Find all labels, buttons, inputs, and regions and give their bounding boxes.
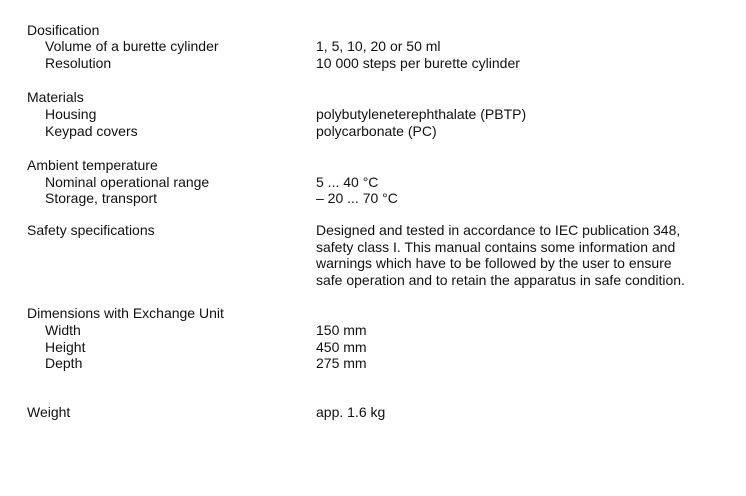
- keypad-row: [0, 123, 746, 140]
- housing-value: polybutyleneterephthalate (PBTP): [316, 106, 527, 122]
- nominal-range-row: [0, 174, 746, 191]
- safety-line: Designed and tested in accordance to IEC publication 348,: [316, 222, 681, 238]
- volume-label: Volume of a burette cylinder: [45, 38, 219, 54]
- volume-value: 1, 5, 10, 20 or 50 ml: [316, 38, 441, 54]
- housing-label: Housing: [45, 106, 97, 122]
- nominal-range-label: Nominal operational range: [45, 174, 210, 190]
- materials-heading: Materials: [27, 89, 84, 105]
- weight-heading: Weight: [27, 404, 71, 420]
- safety-line: safety class I. This manual contains some information and: [316, 238, 676, 255]
- weight-value: app. 1.6 kg: [316, 404, 386, 420]
- resolution-row: [0, 55, 746, 72]
- depth-label: Depth: [45, 355, 83, 371]
- width-row: [0, 322, 746, 339]
- ambient-temperature-heading: Ambient temperature: [27, 157, 158, 173]
- safety-paragraph: [316, 222, 736, 288]
- storage-value: – 20 ... 70 °C: [316, 190, 398, 206]
- depth-value: 275 mm: [316, 355, 367, 371]
- dimensions-row: [0, 305, 746, 322]
- resolution-value: 10 000 steps per burette cylinder: [316, 55, 520, 71]
- storage-label: Storage, transport: [45, 190, 158, 206]
- resolution-label: Resolution: [45, 55, 112, 71]
- safety-line: safe operation and to retain the apparatus in safe condition.: [316, 271, 685, 288]
- volume-row: [0, 38, 746, 55]
- safety-line: warnings which have to be followed by the user to ensure: [316, 255, 672, 271]
- depth-row: [0, 355, 746, 372]
- width-label: Width: [45, 322, 81, 338]
- materials-row: [0, 89, 746, 106]
- keypad-label: Keypad covers: [45, 123, 138, 139]
- dimensions-heading: Dimensions with Exchange Unit: [27, 305, 224, 321]
- keypad-value: polycarbonate (PC): [316, 123, 437, 139]
- ambient-temperature-row: [0, 157, 746, 174]
- height-label: Height: [45, 339, 86, 355]
- housing-row: [0, 106, 746, 123]
- storage-row: [0, 190, 746, 207]
- height-value: 450 mm: [316, 339, 367, 355]
- safety-heading: Safety specifications: [27, 222, 155, 238]
- nominal-range-value: 5 ... 40 °C: [316, 174, 379, 190]
- height-row: [0, 339, 746, 356]
- dosification-heading: Dosification: [27, 22, 100, 38]
- width-value: 150 mm: [316, 322, 367, 338]
- dosification-row: [0, 22, 746, 39]
- weight-row: [0, 404, 746, 421]
